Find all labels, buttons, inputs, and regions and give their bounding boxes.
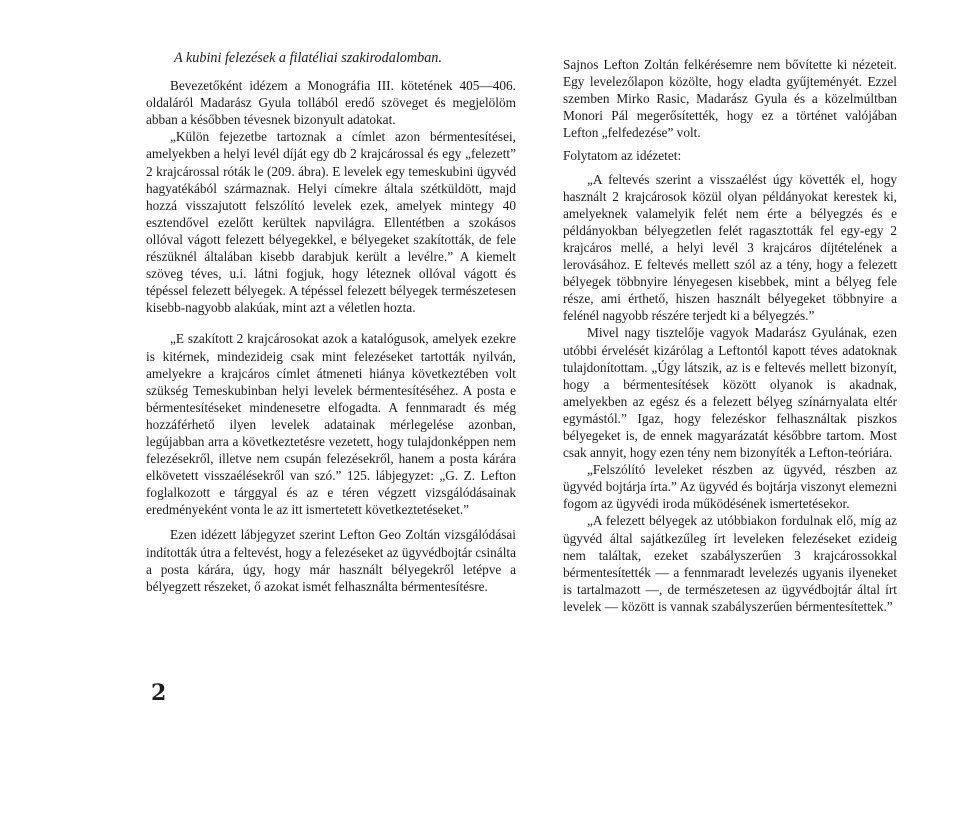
paragraph-lefton: Sajnos Lefton Zoltán felkérésemre nem bővítette ki nézeteit. Egy levelezőlapon közölte, hogy eladta gyűjteményét. Ezzel szemben Mirko Rasic, Madarász Gyula és a közelmúltban Monori Pál megerősítették, hogy ez a történet valójában Lefton „felfedezése” volt. [563, 57, 897, 141]
paragraph-quote-2: „E szakított 2 krajcárosokat azok a katalógusok, amelyek ezekre is kitérnek, mindezideig csak mint felezéseket tartották nyilván, amelyekre a krajcáros címlet átmeneti hiánya következtében volt szükség Temeskubinban helyi levelek bérmentesítéséhez. A posta e bérmentesítéseket mindenesetre elfogadta. A fennmaradt és még hozzáférhető ilyen levelek adatainak mérlegelése azonban, legújabban arra a következtetésre vezetett, hogy tulajdonképpen nem felezésekről, illetve nem csupán felezésekről, hanem a posta kárára elkövetett visszaélésekről van szó.” 125. lábjegyzet: „G. Z. Lefton foglalkozott e tárggyal és az e téren végzett vizsgálódásainak eredményeként vonta le az itt ismertetett következtetéseket.” [146, 331, 516, 518]
paragraph-letters: „Felszólító leveleket részben az ügyvéd, részben az ügyvéd bojtárja írta.” Az ügyvéd és bojtárja viszonyt elemezni fogom az ügyvédi iroda működésének ismertetésekor. [563, 462, 897, 512]
page-number: 2 [151, 680, 167, 706]
paragraph-quote-1: „Külön fejezetbe tartoznak a címlet azon bérmentesítései, amelyekben a helyi levél díját egy db 2 krajcárossal és egy „felezett” 2 krajcárossal róták le (209. ábra). E levelek egy temeskubini ügyvéd hagyatékából származnak. Helyi címekre általa szétküldött, majd hozzá visszajutott felszólító levelek ezek, amelyek mintegy 40 esztendővel ezelőtt kerültek napvilágra. Ellentétben a szokásos ollóval vágott felezett bélyegekkel, e bélyegeket szakították, de fele részüknél általában kisebb darabjuk került a levélre.” A kiemelt szöveg téves, u.i. látni fogjuk, hogy léteznek ollóval vágott és tépéssel felezett bélyegek. A tépéssel felezett bélyegek természetesen kisebb-nagyobb alakúak, mint azt a véletlen hozta. [146, 129, 516, 316]
paragraph-footnote-discussion: Ezen idézett lábjegyzet szerint Lefton Geo Zoltán vizsgálódásai indították útra a feltevést, hogy a felezéseket az ügyvédbojtár csinálta a posta kárára, úgy, hogy már használt bélyegekről letépve a bélyegzett részeket, ő azokat ismét felhasználta bérmentesítésre. [146, 527, 516, 594]
article-heading: A kubini felezések a filatéliai szakirodalomban. [174, 50, 442, 66]
paragraph-continue-quote: Folytatom az idézetet: [563, 148, 682, 164]
right-column [563, 56, 897, 615]
paragraph-madarasz: Mivel nagy tisztelője vagyok Madarász Gyulának, ezen utóbbi érvelését kizárólag a Leftontól kapott téves adatoknak tulajdonítottam. „Úgy látszik, az is e feltevés mellett bizonyít, hogy a bérmentesítések között olyanok is akadnak, amelyekben az egész és a felezett bélyeg színárnyalata eltér egymástól.” Igaz, hogy felezéskor felhasználtak piszkos bélyegeket is, de ennek magyarázatát későbbre tartom. Most csak annyit, hogy ezen tény nem bizonyíték a Lefton-teóriára. [563, 325, 897, 461]
left-column [146, 50, 516, 595]
paragraph-intro: Bevezetőként idézem a Monográfia III. kötetének 405—406. oldaláról Madarász Gyula tollából eredő szöveget és megjelölöm abban a későbben tévesnek bizonyult adatokat. [146, 78, 516, 128]
paragraph-quote-4: „A felezett bélyegek az utóbbiakon fordulnak elő, míg az ügyvéd által sajátkezűleg írt leveleken felezéseket ezideig nem találtak, ezeket szabályszerűen 3 krajcárossokkal bérmentesítették — a fennmaradt levelezés ugyanis ilyeneket is tartalmazott —, de természetesen az ügyvédbojtár által írt levelek — között is vannak szabályszerűen bérmentesítettek.” [563, 513, 897, 614]
paragraph-quote-3: „A feltevés szerint a visszaélést úgy követték el, hogy használt 2 krajcárosok közül olyan példányokat kerestek ki, amelyeknek valamelyik felét nem érte a bélyegzés és e példányokban bélyegzetlen felét ragasztották fel egy-egy 2 krajcáros mellé, a helyi levél 3 krajcáros díjtételének a lerovásához. E feltevés mellett szól az a tény, hogy a felezett bélyegek többnyire lényegesen kisebbek, mint a bélyeg fele része, ami érthető, hiszen használt bélyegeket többnyire a felénél nagyobb részére terjedt ki a bélyegzés.” [563, 171, 897, 324]
